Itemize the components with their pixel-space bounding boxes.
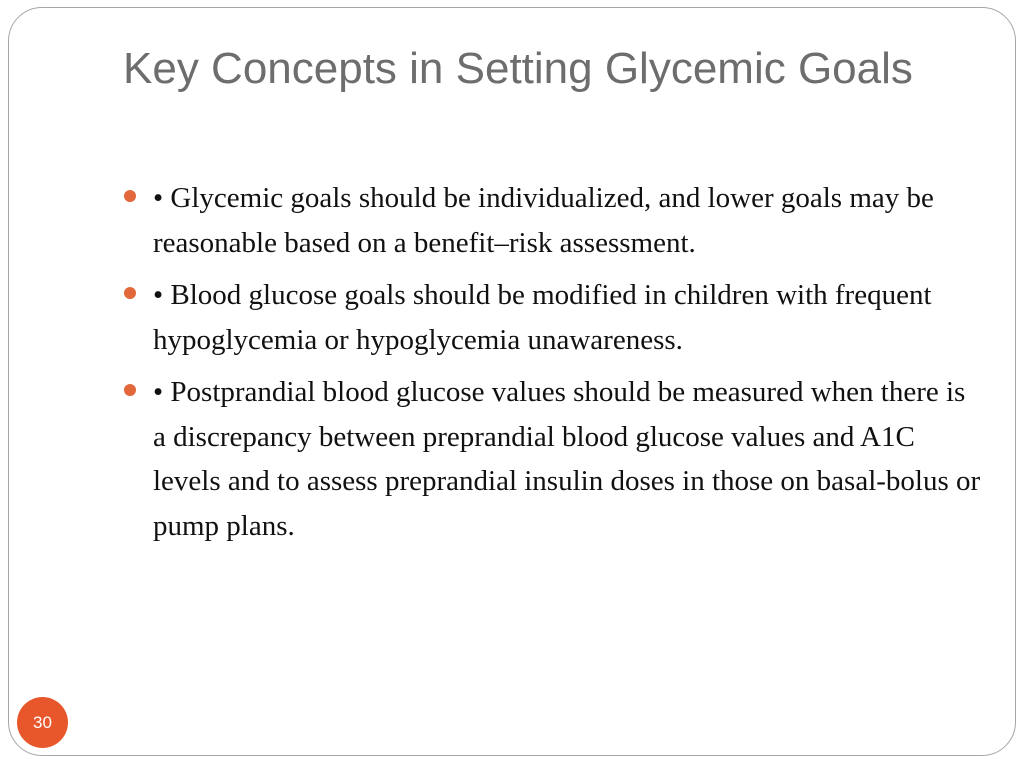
slide-title: Key Concepts in Setting Glycemic Goals — [123, 44, 913, 93]
bullet-text: • Glycemic goals should be individualized, and lower goals may be reasonable based on a benefit–risk assessment. — [153, 182, 934, 259]
page-number-badge: 30 — [17, 697, 68, 748]
bullet-item — [124, 273, 984, 362]
bullet-item — [124, 370, 984, 548]
slide-frame — [8, 7, 1016, 756]
orange-dot-icon — [124, 190, 136, 202]
orange-dot-icon — [124, 287, 136, 299]
orange-dot-icon — [124, 384, 136, 396]
bullet-text: • Postprandial blood glucose values should be measured when there is a discrepancy between preprandial blood glucose values and A1C levels and to assess preprandial insulin doses in those on basal-bolus or pump plans. — [153, 376, 981, 542]
bullet-item — [124, 176, 984, 265]
bullet-list — [124, 176, 984, 556]
bullet-text: • Blood glucose goals should be modified in children with frequent hypoglycemia or hypoglycemia unawareness. — [153, 279, 932, 356]
